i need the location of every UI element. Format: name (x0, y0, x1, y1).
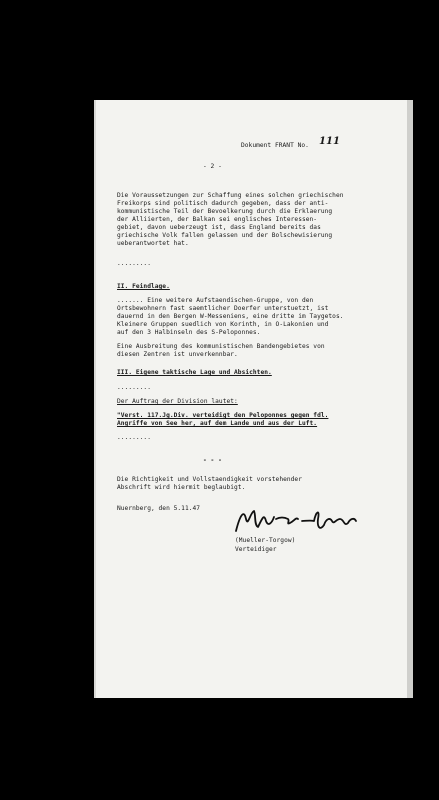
document-number: 111 (319, 136, 341, 147)
handwritten-signature (232, 505, 362, 537)
separator-dots-2: ......... (117, 384, 151, 391)
paragraph-1-line-1: Die Voraussetzungen zur Schaffung eines solchen griechischen (117, 192, 344, 199)
paragraph-3-line-2: diesen Zentren ist unverkennbar. (117, 351, 238, 358)
certification-line-1: Die Richtigkeit und Vollstaendigkeit vorstehender (117, 476, 302, 483)
paragraph-2-line-5: auf den 3 Halbinseln des S-Peloponnes. (117, 329, 261, 336)
order-line-1: "Verst. 117.Jg.Div. verteidigt den Peloponnes gegen fdl. (117, 412, 329, 419)
order-heading: Der Auftrag der Division lautet: (117, 398, 238, 405)
signer-name: (Mueller-Torgow) (235, 537, 296, 544)
paragraph-2-line-3: dauernd in den Bergen W-Messeniens, eine dritte im Taygetos. (117, 313, 344, 320)
paragraph-1-line-7: ueberantwortet hat. (117, 240, 189, 247)
paragraph-1-line-4: der Alliierten, der Balkan sei englisches Interessen- (117, 216, 318, 223)
place-date: Nuernberg, den 5.11.47 (117, 505, 201, 512)
signer-role: Verteidiger (235, 546, 277, 553)
section-2-heading: II. Feindlage. (117, 283, 170, 290)
document-header-label: Dokument FRANT No. (241, 142, 309, 149)
page-marker: - 2 - (203, 163, 222, 170)
paragraph-1-line-5: gebiet, davon ueberzeugt ist, dass England bereits das (117, 224, 321, 231)
paper-right-edge (407, 100, 413, 698)
paragraph-3-line-1: Eine Ausbreitung des kommunistischen Bandengebietes von (117, 343, 325, 350)
section-3-heading: III. Eigene taktische Lage und Absichten. (117, 369, 272, 376)
separator-dots-1: ......... (117, 260, 151, 267)
separator-dots-3: ......... (117, 434, 151, 441)
certification-line-2: Abschrift wird hiermit beglaubigt. (117, 484, 246, 491)
order-line-2: Angriffe von See her, auf dem Lande und aus der Luft. (117, 420, 318, 427)
separator-dashes: - - - (203, 457, 222, 464)
paragraph-2-line-1: ....... Eine weitere Aufstaendischen-Gruppe, von den (117, 297, 314, 304)
paragraph-1-line-6: griechische Volk fallen gelassen und der Bolschewisierung (117, 232, 333, 239)
paragraph-2-line-2: Ortsbewohnern fast saemtlicher Doerfer unterstuetzt, ist (117, 305, 329, 312)
paragraph-2-line-4: Kleinere Gruppen suedlich von Korinth, in O-Lakonien und (117, 321, 329, 328)
paragraph-1-line-2: Freikorps sind politisch dadurch gegeben, dass der anti- (117, 200, 329, 207)
paragraph-1-line-3: kommunistische Teil der Bevoelkerung durch die Erklaerung (117, 208, 333, 215)
